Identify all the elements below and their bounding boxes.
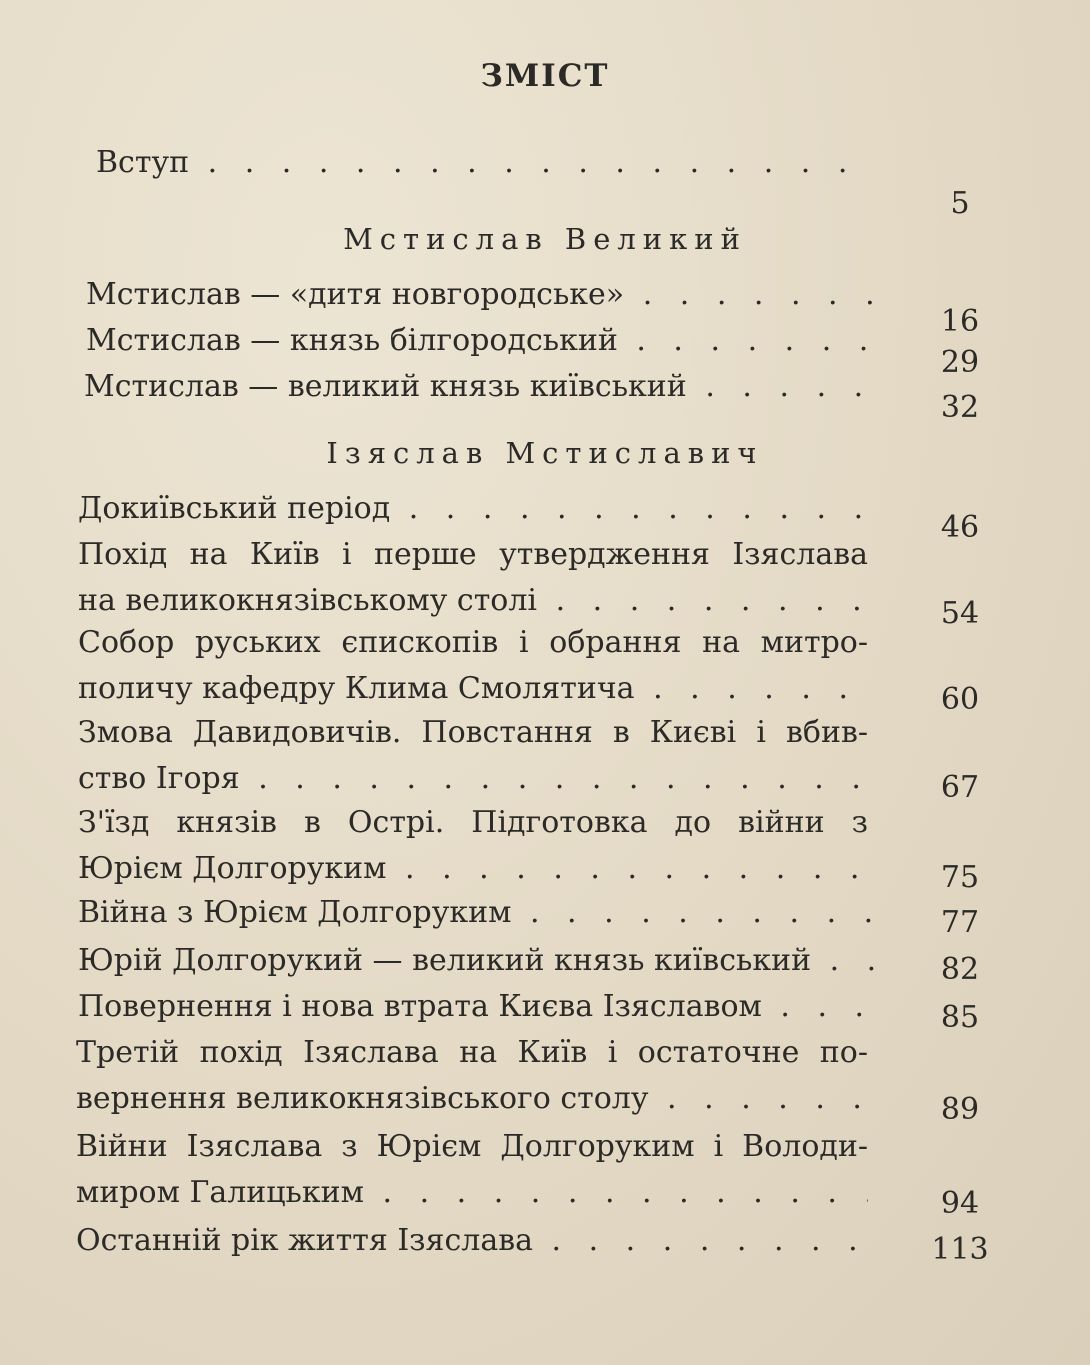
toc-entry: [76, 1124, 868, 1216]
toc-entry-text: Мстислав — князь білгородський . . .: [86, 318, 876, 364]
toc-entry-text: на великокнязівському столі . . .: [78, 578, 868, 624]
toc-entry-text: Вступ . . .: [96, 140, 876, 186]
toc-entry: [78, 532, 868, 624]
toc-entry-text: Собор руських єпископів і обрання на митро-: [78, 625, 868, 660]
toc-entry: [86, 272, 876, 318]
page-number: 16: [940, 304, 980, 339]
toc-entry-text: ство Ігоря . . .: [78, 756, 868, 802]
page-number: 94: [940, 1186, 980, 1221]
toc-entry-text: Похід на Київ і перше утвердження Ізяслава: [78, 537, 868, 572]
toc-entry: [78, 620, 868, 712]
page-number: 46: [940, 510, 980, 545]
toc-entry: [78, 800, 868, 892]
toc-entry-text: вернення великокнязівського столу . . .: [76, 1076, 868, 1122]
page-number: 77: [940, 905, 980, 940]
section-heading-mstyslav: Мстислав Великий: [343, 222, 747, 256]
page-number: 54: [940, 596, 980, 631]
page-number: 89: [940, 1092, 980, 1127]
toc-entry-text: Юрій Долгорукий — великий князь київський . . .: [78, 938, 878, 984]
toc-entry-text: Мстислав — «дитя новгородське» . . .: [86, 272, 876, 318]
toc-entry: [78, 710, 868, 802]
page-number: 5: [950, 186, 970, 221]
toc-entry-text: миром Галицьким . . .: [76, 1170, 868, 1216]
toc-entry-intro: [96, 140, 876, 186]
toc-entry: [84, 364, 876, 410]
page-number: 67: [940, 770, 980, 805]
section-heading-iziaslav: Ізяслав Мстиславич: [326, 436, 764, 470]
toc-entry: [78, 890, 878, 936]
page-number: 82: [940, 952, 980, 987]
toc-entry-text: Війни Ізяслава з Юрієм Долгоруким і Володи-: [76, 1129, 868, 1164]
toc-entry: [78, 486, 878, 532]
page-number: 60: [940, 682, 980, 717]
toc-entry-text: Останній рік життя Ізяслава . . .: [76, 1218, 868, 1264]
page-number: 75: [940, 860, 980, 895]
toc-entry-text: Мстислав — великий князь київський . . .: [84, 364, 876, 410]
toc-entry-text: Змова Давидовичів. Повстання в Києві і вбив-: [78, 715, 868, 750]
page-title: ЗМІСТ: [480, 58, 610, 94]
page-number: 85: [940, 1000, 980, 1035]
page-number: 29: [940, 345, 980, 380]
toc-entry-text: Війна з Юрієм Долгоруким . . .: [78, 890, 878, 936]
toc-entry: [78, 984, 878, 1030]
toc-entry: [86, 318, 876, 364]
toc-entry-text: З'їзд князів в Острі. Підготовка до війни з: [78, 805, 868, 840]
toc-entry-text: Юрієм Долгоруким . . .: [78, 846, 868, 892]
toc-entry: [78, 938, 878, 984]
toc-entry-text: Третій похід Ізяслава на Київ і остаточне по-: [76, 1035, 868, 1070]
toc-entry: [76, 1030, 868, 1122]
page-number: 113: [931, 1232, 989, 1267]
page-number: 32: [940, 390, 980, 425]
toc-entry: [76, 1218, 868, 1264]
toc-entry-text: Повернення і нова втрата Києва Ізяславом . . .: [78, 984, 878, 1030]
toc-entry-text: Докиївський період . . .: [78, 486, 878, 532]
toc-entry-text: поличу кафедру Клима Смолятича . . .: [78, 666, 868, 712]
